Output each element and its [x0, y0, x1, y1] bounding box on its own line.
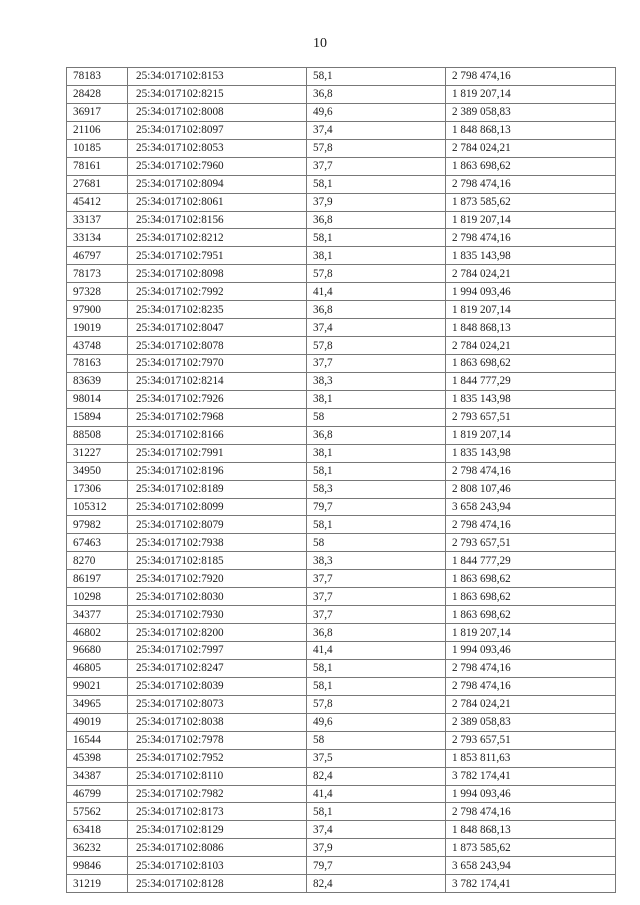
cadastral-number-cell: 25:34:017102:8215: [128, 85, 307, 103]
cost-cell: 2 793 657,51: [446, 534, 616, 552]
cadastral-number-cell: 25:34:017102:8156: [128, 211, 307, 229]
cost-cell: 1 848 868,13: [446, 121, 616, 139]
cadastral-number-cell: 25:34:017102:7938: [128, 534, 307, 552]
object-id-cell: 33137: [67, 211, 128, 229]
area-cell: 38,1: [307, 247, 446, 265]
cost-cell: 1 863 698,62: [446, 570, 616, 588]
table-row: [67, 785, 616, 803]
cadastral-number-cell: 25:34:017102:7997: [128, 642, 307, 660]
area-cell: 37,9: [307, 193, 446, 211]
table-row: [67, 695, 616, 713]
object-id-cell: 17306: [67, 480, 128, 498]
table-row: [67, 426, 616, 444]
cost-cell: 2 793 657,51: [446, 731, 616, 749]
cost-cell: 2 798 474,16: [446, 229, 616, 247]
cost-cell: 2 798 474,16: [446, 516, 616, 534]
cadastral-number-cell: 25:34:017102:8086: [128, 839, 307, 857]
area-cell: 82,4: [307, 875, 446, 893]
cost-cell: 2 793 657,51: [446, 408, 616, 426]
table-row: [67, 552, 616, 570]
object-id-cell: 21106: [67, 121, 128, 139]
cadastral-number-cell: 25:34:017102:8247: [128, 659, 307, 677]
table-row: [67, 175, 616, 193]
cost-cell: 2 784 024,21: [446, 695, 616, 713]
area-cell: 79,7: [307, 857, 446, 875]
cadastral-number-cell: 25:34:017102:8153: [128, 68, 307, 86]
cost-cell: 1 994 093,46: [446, 785, 616, 803]
cost-cell: 2 389 058,83: [446, 713, 616, 731]
cadastral-number-cell: 25:34:017102:8038: [128, 713, 307, 731]
cost-cell: 1 853 811,63: [446, 749, 616, 767]
cadastral-number-cell: 25:34:017102:8073: [128, 695, 307, 713]
table-row: [67, 677, 616, 695]
area-cell: 37,7: [307, 570, 446, 588]
object-id-cell: 46797: [67, 247, 128, 265]
table-row: [67, 498, 616, 516]
object-id-cell: 96680: [67, 642, 128, 660]
cost-cell: 3 782 174,41: [446, 875, 616, 893]
object-id-cell: 49019: [67, 713, 128, 731]
cadastral-number-cell: 25:34:017102:8166: [128, 426, 307, 444]
table-row: [67, 103, 616, 121]
cost-cell: 1 819 207,14: [446, 85, 616, 103]
object-id-cell: 45398: [67, 749, 128, 767]
cost-cell: 1 994 093,46: [446, 642, 616, 660]
cost-cell: 1 844 777,29: [446, 372, 616, 390]
object-id-cell: 34965: [67, 695, 128, 713]
cost-cell: 1 819 207,14: [446, 301, 616, 319]
table-row: [67, 713, 616, 731]
table-row: [67, 390, 616, 408]
cost-cell: 1 844 777,29: [446, 552, 616, 570]
cost-cell: 1 819 207,14: [446, 426, 616, 444]
area-cell: 58: [307, 408, 446, 426]
object-id-cell: 67463: [67, 534, 128, 552]
area-cell: 58,1: [307, 803, 446, 821]
table-row: [67, 157, 616, 175]
cost-cell: 2 798 474,16: [446, 68, 616, 86]
object-id-cell: 28428: [67, 85, 128, 103]
area-cell: 36,8: [307, 624, 446, 642]
object-id-cell: 88508: [67, 426, 128, 444]
area-cell: 57,8: [307, 265, 446, 283]
table-row: [67, 767, 616, 785]
area-cell: 57,8: [307, 139, 446, 157]
object-id-cell: 8270: [67, 552, 128, 570]
cadastral-number-cell: 25:34:017102:8030: [128, 588, 307, 606]
cadastral-number-cell: 25:34:017102:8196: [128, 462, 307, 480]
table-row: [67, 337, 616, 355]
cost-cell: 1 835 143,98: [446, 390, 616, 408]
cost-cell: 1 863 698,62: [446, 606, 616, 624]
area-cell: 79,7: [307, 498, 446, 516]
cadastral-number-cell: 25:34:017102:8189: [128, 480, 307, 498]
table-row: [67, 642, 616, 660]
cost-cell: 1 863 698,62: [446, 157, 616, 175]
object-id-cell: 15894: [67, 408, 128, 426]
area-cell: 58,1: [307, 229, 446, 247]
area-cell: 58,1: [307, 68, 446, 86]
area-cell: 37,4: [307, 319, 446, 337]
cadastral-number-cell: 25:34:017102:8094: [128, 175, 307, 193]
table-row: [67, 821, 616, 839]
area-cell: 49,6: [307, 713, 446, 731]
table-row: [67, 211, 616, 229]
object-id-cell: 46799: [67, 785, 128, 803]
cadastral-number-cell: 25:34:017102:8103: [128, 857, 307, 875]
cost-cell: 1 819 207,14: [446, 624, 616, 642]
cost-cell: 1 873 585,62: [446, 193, 616, 211]
cost-cell: 3 658 243,94: [446, 498, 616, 516]
area-cell: 41,4: [307, 785, 446, 803]
table-row: [67, 319, 616, 337]
table-row: [67, 444, 616, 462]
object-id-cell: 97900: [67, 301, 128, 319]
area-cell: 36,8: [307, 85, 446, 103]
cadastral-number-cell: 25:34:017102:7991: [128, 444, 307, 462]
cadastral-number-cell: 25:34:017102:7968: [128, 408, 307, 426]
cost-cell: 1 873 585,62: [446, 839, 616, 857]
cadastral-number-cell: 25:34:017102:8235: [128, 301, 307, 319]
cadastral-number-cell: 25:34:017102:7960: [128, 157, 307, 175]
cadastral-number-cell: 25:34:017102:8039: [128, 677, 307, 695]
object-id-cell: 78163: [67, 355, 128, 373]
cost-cell: 2 798 474,16: [446, 462, 616, 480]
area-cell: 37,7: [307, 157, 446, 175]
area-cell: 38,1: [307, 390, 446, 408]
area-cell: 36,8: [307, 211, 446, 229]
area-cell: 57,8: [307, 337, 446, 355]
area-cell: 41,4: [307, 642, 446, 660]
area-cell: 58: [307, 534, 446, 552]
table-row: [67, 355, 616, 373]
table-row: [67, 139, 616, 157]
table-row: [67, 121, 616, 139]
table-row: [67, 480, 616, 498]
object-id-cell: 86197: [67, 570, 128, 588]
area-cell: 36,8: [307, 301, 446, 319]
table-row: [67, 588, 616, 606]
cost-cell: 1 835 143,98: [446, 247, 616, 265]
object-id-cell: 16544: [67, 731, 128, 749]
area-cell: 37,7: [307, 588, 446, 606]
area-cell: 38,1: [307, 444, 446, 462]
cadastral-number-cell: 25:34:017102:7970: [128, 355, 307, 373]
table-row: [67, 516, 616, 534]
table-row: [67, 229, 616, 247]
cost-cell: 2 798 474,16: [446, 659, 616, 677]
cadastral-number-cell: 25:34:017102:8214: [128, 372, 307, 390]
area-cell: 37,7: [307, 606, 446, 624]
object-id-cell: 27681: [67, 175, 128, 193]
cost-cell: 2 798 474,16: [446, 803, 616, 821]
object-id-cell: 57562: [67, 803, 128, 821]
cost-cell: 1 835 143,98: [446, 444, 616, 462]
cost-cell: 2 798 474,16: [446, 175, 616, 193]
area-cell: 38,3: [307, 372, 446, 390]
table-row: [67, 283, 616, 301]
table-row: [67, 731, 616, 749]
object-id-cell: 31219: [67, 875, 128, 893]
table-row: [67, 462, 616, 480]
table-row: [67, 624, 616, 642]
object-id-cell: 98014: [67, 390, 128, 408]
cost-cell: 1 863 698,62: [446, 588, 616, 606]
cadastral-number-cell: 25:34:017102:8173: [128, 803, 307, 821]
cost-cell: 2 784 024,21: [446, 337, 616, 355]
area-cell: 37,7: [307, 355, 446, 373]
area-cell: 58,3: [307, 480, 446, 498]
object-id-cell: 33134: [67, 229, 128, 247]
table-row: [67, 301, 616, 319]
cadastral-number-cell: 25:34:017102:8129: [128, 821, 307, 839]
cadastral-number-cell: 25:34:017102:8212: [128, 229, 307, 247]
object-id-cell: 43748: [67, 337, 128, 355]
cost-cell: 1 819 207,14: [446, 211, 616, 229]
cadastral-number-cell: 25:34:017102:7951: [128, 247, 307, 265]
table-row: [67, 749, 616, 767]
object-id-cell: 78173: [67, 265, 128, 283]
object-id-cell: 36232: [67, 839, 128, 857]
table-row: [67, 372, 616, 390]
data-table: [66, 67, 616, 893]
area-cell: 82,4: [307, 767, 446, 785]
cost-cell: 1 848 868,13: [446, 319, 616, 337]
area-cell: 58,1: [307, 175, 446, 193]
cost-cell: 2 389 058,83: [446, 103, 616, 121]
cadastral-number-cell: 25:34:017102:8200: [128, 624, 307, 642]
table-row: [67, 247, 616, 265]
object-id-cell: 99846: [67, 857, 128, 875]
object-id-cell: 10298: [67, 588, 128, 606]
table-row: [67, 85, 616, 103]
cadastral-number-cell: 25:34:017102:8097: [128, 121, 307, 139]
cost-cell: 2 808 107,46: [446, 480, 616, 498]
object-id-cell: 34387: [67, 767, 128, 785]
cost-cell: 1 848 868,13: [446, 821, 616, 839]
cadastral-number-cell: 25:34:017102:7952: [128, 749, 307, 767]
cadastral-number-cell: 25:34:017102:8110: [128, 767, 307, 785]
table-row: [67, 803, 616, 821]
cost-cell: 3 782 174,41: [446, 767, 616, 785]
table-row: [67, 659, 616, 677]
cost-cell: 2 798 474,16: [446, 677, 616, 695]
cadastral-number-cell: 25:34:017102:8008: [128, 103, 307, 121]
area-cell: 41,4: [307, 283, 446, 301]
table-row: [67, 570, 616, 588]
cadastral-number-cell: 25:34:017102:8128: [128, 875, 307, 893]
object-id-cell: 10185: [67, 139, 128, 157]
area-cell: 57,8: [307, 695, 446, 713]
cadastral-number-cell: 25:34:017102:8098: [128, 265, 307, 283]
area-cell: 37,9: [307, 839, 446, 857]
object-id-cell: 19019: [67, 319, 128, 337]
cadastral-number-cell: 25:34:017102:8061: [128, 193, 307, 211]
area-cell: 58,1: [307, 462, 446, 480]
table-row: [67, 606, 616, 624]
area-cell: 38,3: [307, 552, 446, 570]
area-cell: 58: [307, 731, 446, 749]
cost-cell: 1 863 698,62: [446, 355, 616, 373]
object-id-cell: 31227: [67, 444, 128, 462]
cadastral-number-cell: 25:34:017102:8099: [128, 498, 307, 516]
object-id-cell: 97328: [67, 283, 128, 301]
object-id-cell: 34950: [67, 462, 128, 480]
table-row: [67, 839, 616, 857]
object-id-cell: 83639: [67, 372, 128, 390]
cost-cell: 1 994 093,46: [446, 283, 616, 301]
cadastral-number-cell: 25:34:017102:7978: [128, 731, 307, 749]
cost-cell: 2 784 024,21: [446, 139, 616, 157]
table-row: [67, 193, 616, 211]
area-cell: 49,6: [307, 103, 446, 121]
table-row: [67, 534, 616, 552]
table-body: [67, 68, 616, 893]
table-row: [67, 408, 616, 426]
object-id-cell: 97982: [67, 516, 128, 534]
object-id-cell: 78183: [67, 68, 128, 86]
object-id-cell: 99021: [67, 677, 128, 695]
cadastral-number-cell: 25:34:017102:7930: [128, 606, 307, 624]
cost-cell: 2 784 024,21: [446, 265, 616, 283]
area-cell: 37,4: [307, 121, 446, 139]
cadastral-number-cell: 25:34:017102:7982: [128, 785, 307, 803]
area-cell: 37,4: [307, 821, 446, 839]
cadastral-number-cell: 25:34:017102:8079: [128, 516, 307, 534]
page-number: 10: [313, 36, 327, 51]
cadastral-number-cell: 25:34:017102:7926: [128, 390, 307, 408]
cost-cell: 3 658 243,94: [446, 857, 616, 875]
table-row: [67, 857, 616, 875]
object-id-cell: 36917: [67, 103, 128, 121]
cadastral-number-cell: 25:34:017102:7920: [128, 570, 307, 588]
cadastral-number-cell: 25:34:017102:8047: [128, 319, 307, 337]
area-cell: 37,5: [307, 749, 446, 767]
cadastral-number-cell: 25:34:017102:8053: [128, 139, 307, 157]
table-row: [67, 875, 616, 893]
cadastral-number-cell: 25:34:017102:8185: [128, 552, 307, 570]
table-row: [67, 265, 616, 283]
object-id-cell: 105312: [67, 498, 128, 516]
cadastral-number-cell: 25:34:017102:8078: [128, 337, 307, 355]
object-id-cell: 45412: [67, 193, 128, 211]
object-id-cell: 46802: [67, 624, 128, 642]
area-cell: 58,1: [307, 516, 446, 534]
area-cell: 36,8: [307, 426, 446, 444]
area-cell: 58,1: [307, 677, 446, 695]
object-id-cell: 34377: [67, 606, 128, 624]
table-row: [67, 68, 616, 86]
cadastral-number-cell: 25:34:017102:7992: [128, 283, 307, 301]
object-id-cell: 63418: [67, 821, 128, 839]
object-id-cell: 78161: [67, 157, 128, 175]
object-id-cell: 46805: [67, 659, 128, 677]
area-cell: 58,1: [307, 659, 446, 677]
